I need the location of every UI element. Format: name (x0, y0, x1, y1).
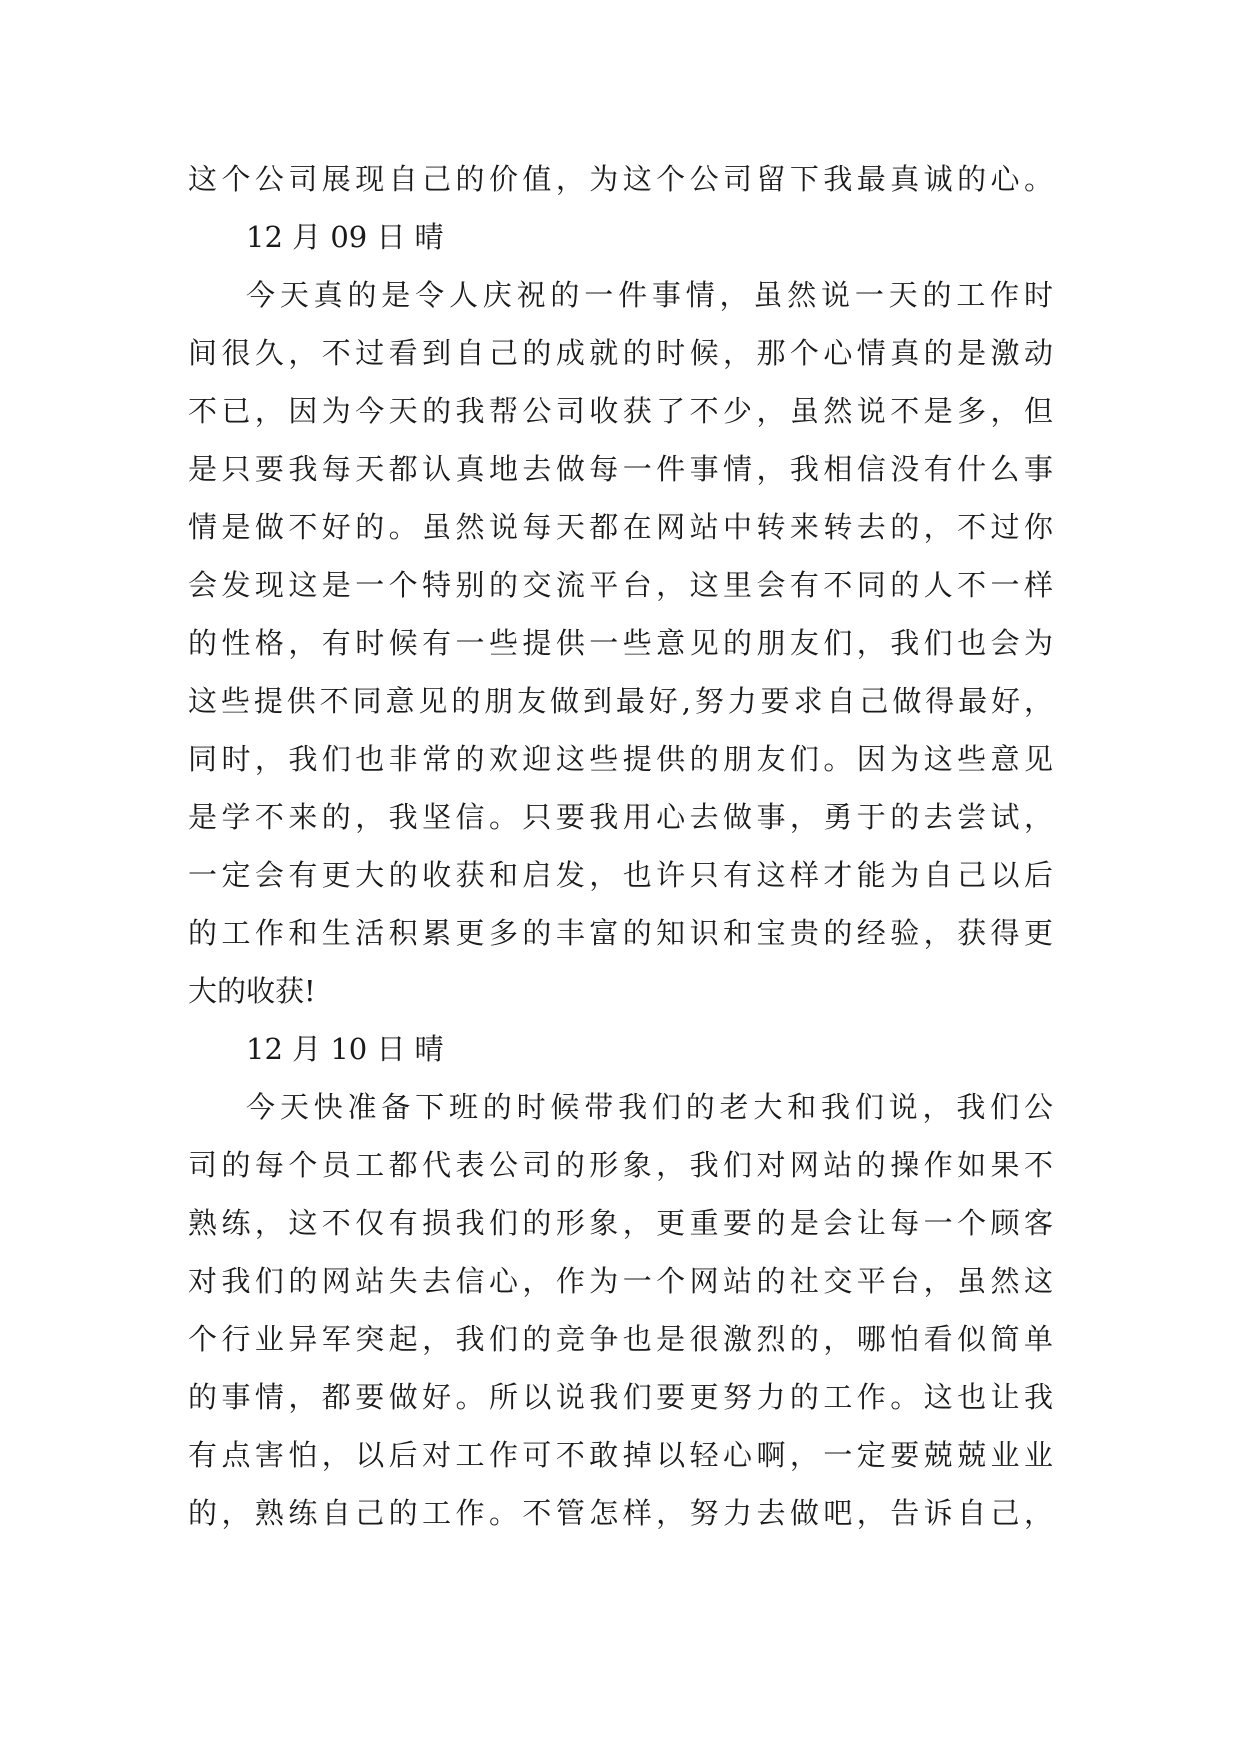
diary-date-heading: 12 月 10 日 晴 (246, 1032, 444, 1066)
text-line: 同时，我们也非常的欢迎这些提供的朋友们。因为这些意见 (188, 742, 1053, 776)
text-line: 今天真的是令人庆祝的一件事情，虽然说一天的工作时 (246, 278, 1053, 312)
text-line: 熟练，这不仅有损我们的形象，更重要的是会让每一个顾客 (188, 1206, 1053, 1240)
text-line: 不已，因为今天的我帮公司收获了不少，虽然说不是多，但 (188, 394, 1053, 428)
diary-entry-paragraph (188, 266, 1053, 1020)
text-line: 今天快准备下班的时候带我们的老大和我们说，我们公 (246, 1090, 1053, 1124)
document-page (188, 150, 1053, 1542)
diary-date-heading: 12 月 09 日 晴 (246, 220, 444, 254)
text-line: 的事情，都要做好。所以说我们要更努力的工作。这也让我 (188, 1380, 1053, 1414)
diary-entry-paragraph (188, 1078, 1053, 1542)
text-line: 这个公司展现自己的价值，为这个公司留下我最真诚的心。 (188, 162, 1053, 196)
text-line: 有点害怕，以后对工作可不敢掉以轻心啊，一定要兢兢业业 (188, 1438, 1053, 1472)
text-line: 是只要我每天都认真地去做每一件事情，我相信没有什么事 (188, 452, 1053, 486)
text-line: 的工作和生活积累更多的丰富的知识和宝贵的经验，获得更 (188, 916, 1053, 950)
text-line: 情是做不好的。虽然说每天都在网站中转来转去的，不过你 (188, 510, 1053, 544)
text-line: 会发现这是一个特别的交流平台，这里会有不同的人不一样 (188, 568, 1053, 602)
text-line: 是学不来的，我坚信。只要我用心去做事，勇于的去尝试， (188, 800, 1053, 834)
text-line: 大的收获! (188, 974, 316, 1008)
text-line: 间很久，不过看到自己的成就的时候，那个心情真的是激动 (188, 336, 1053, 370)
text-line: 对我们的网站失去信心，作为一个网站的社交平台，虽然这 (188, 1264, 1053, 1298)
text-line: 一定会有更大的收获和启发，也许只有这样才能为自己以后 (188, 858, 1053, 892)
text-line: 个行业异军突起，我们的竞争也是很激烈的，哪怕看似简单 (188, 1322, 1053, 1356)
paragraph-continuation (188, 150, 1053, 208)
text-line: 司的每个员工都代表公司的形象，我们对网站的操作如果不 (188, 1148, 1053, 1182)
text-line: 的，熟练自己的工作。不管怎样，努力去做吧，告诉自己， (188, 1496, 1053, 1530)
text-line: 这些提供不同意见的朋友做到最好,努力要求自己做得最好， (188, 684, 1053, 718)
text-line: 的性格，有时候有一些提供一些意见的朋友们，我们也会为 (188, 626, 1053, 660)
